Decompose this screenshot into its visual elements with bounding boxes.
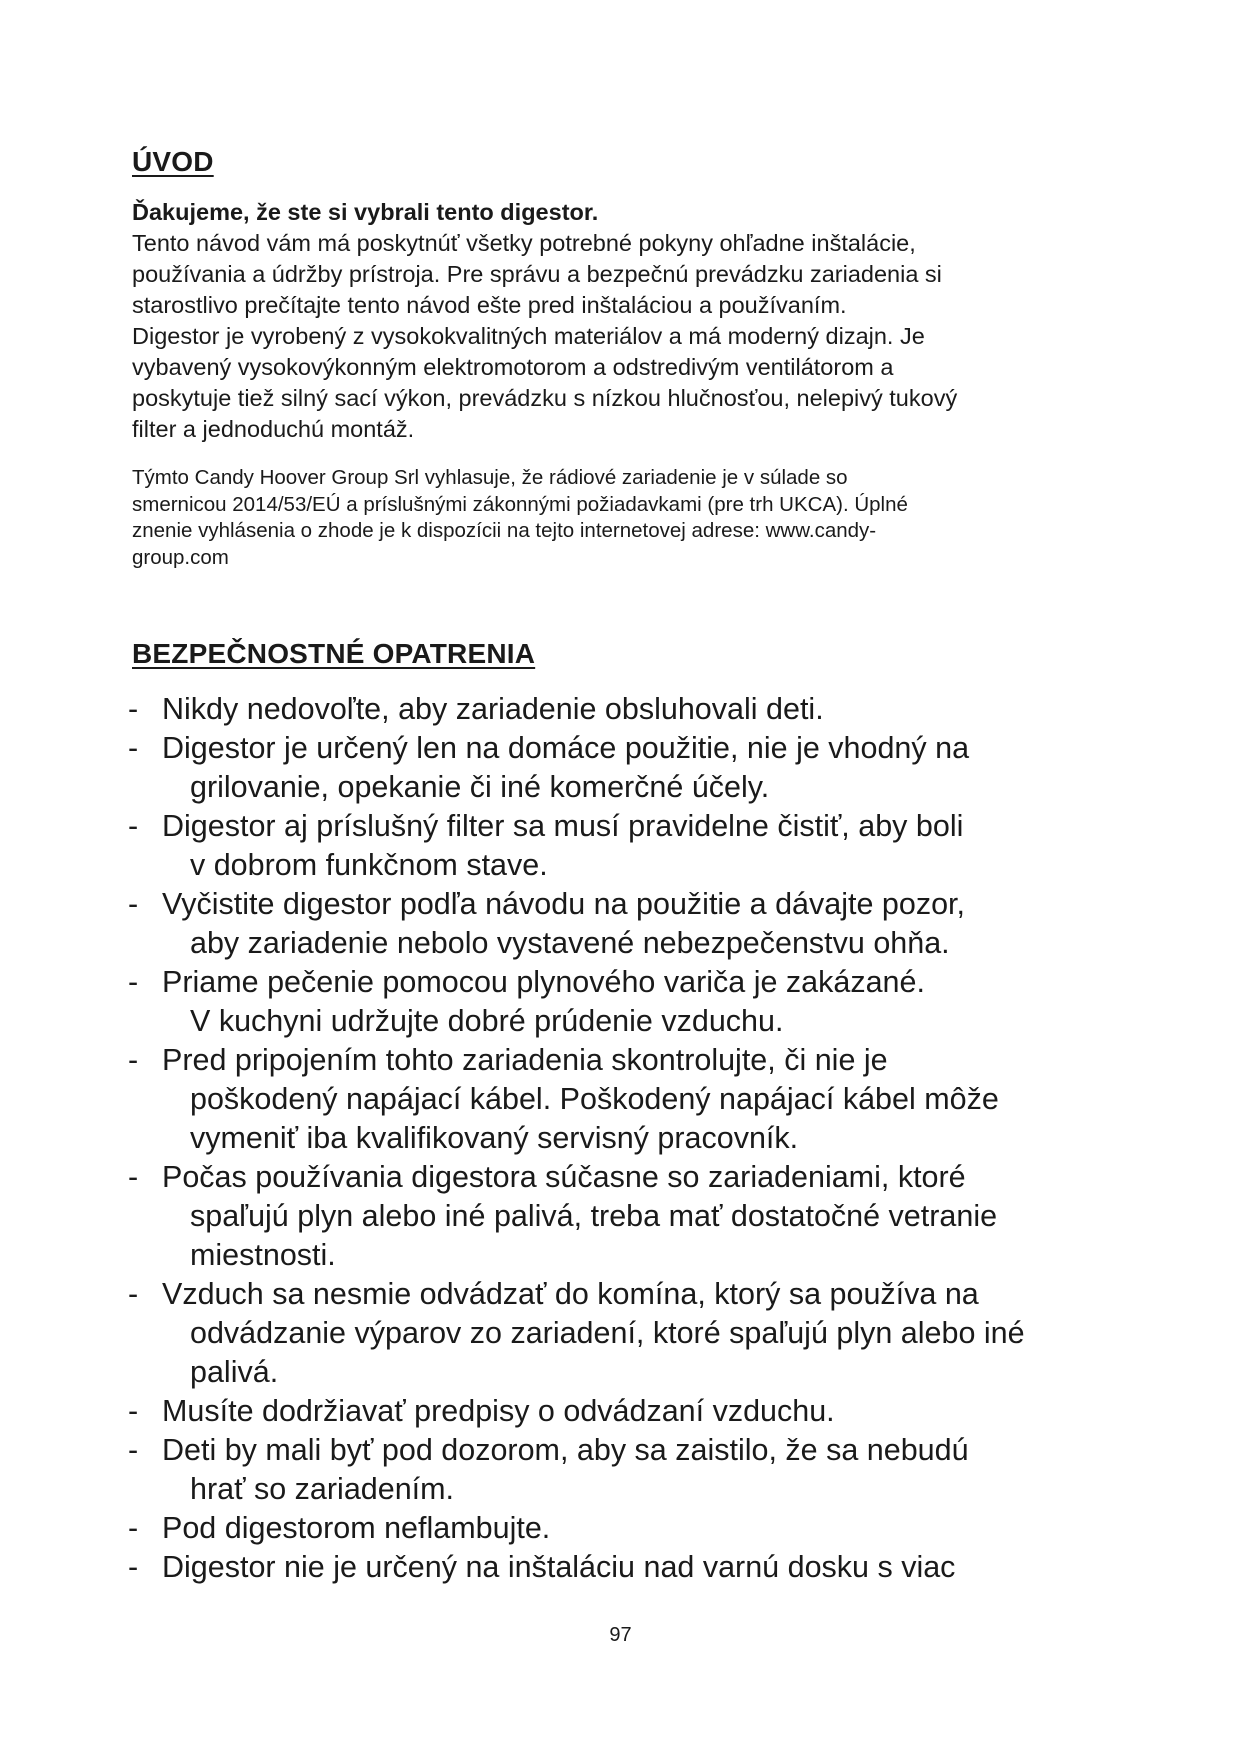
safety-item — [128, 807, 1128, 885]
safety-item-continuation: v dobrom funkčnom stave. — [190, 848, 548, 882]
safety-item-text: Vzduch sa nesmie odvádzať do komína, ktorý sa používa na — [162, 1277, 979, 1311]
thanks-line: Ďakujeme, že ste si vybrali tento digestor. — [132, 199, 599, 225]
safety-item-continuation: palivá. — [190, 1355, 279, 1389]
safety-item-text: Digestor je určený len na domáce použitie, nie je vhodný na — [162, 731, 970, 765]
intro-heading: ÚVOD — [132, 146, 214, 177]
safety-item-continuation: odvádzanie výparov zo zariadení, ktoré spaľujú plyn alebo iné — [190, 1316, 1025, 1350]
intro-section — [132, 197, 1122, 571]
list-dash: - — [128, 1160, 139, 1194]
declaration-line: smernicou 2014/53/EÚ a príslušnými zákonnými požiadavkami (pre trh UKCA). Úplné — [132, 492, 908, 516]
safety-item-continuation: vymeniť iba kvalifikovaný servisný pracovník. — [190, 1121, 799, 1155]
safety-item — [128, 1041, 1128, 1158]
intro-line: starostlivo prečítajte tento návod ešte pred inštaláciou a používaním. — [132, 292, 847, 318]
intro-line: Tento návod vám má poskytnúť všetky potrebné pokyny ohľadne inštalácie, — [132, 230, 916, 256]
safety-item-continuation: poškodený napájací kábel. Poškodený napájací kábel môže — [190, 1082, 999, 1116]
conformity-declaration — [132, 465, 1122, 571]
list-dash: - — [128, 731, 139, 765]
safety-item-text: Digestor aj príslušný filter sa musí pravidelne čistiť, aby boli — [162, 809, 964, 843]
intro-line: používania a údržby prístroja. Pre správu a bezpečnú prevádzku zariadenia si — [132, 261, 942, 287]
list-dash: - — [128, 692, 139, 726]
safety-item — [128, 729, 1128, 807]
safety-item-continuation: aby zariadenie nebolo vystavené nebezpečenstvu ohňa. — [190, 926, 950, 960]
safety-item-continuation: miestnosti. — [190, 1238, 336, 1272]
safety-item — [128, 1509, 1128, 1548]
safety-item-text: Priame pečenie pomocou plynového variča je zakázané. — [162, 965, 925, 999]
safety-item — [128, 1431, 1128, 1509]
safety-item — [128, 1275, 1128, 1392]
page-number: 97 — [609, 1624, 632, 1646]
intro-line: filter a jednoduchú montáž. — [132, 416, 415, 442]
safety-item-text: Pred pripojením tohto zariadenia skontrolujte, či nie je — [162, 1043, 888, 1077]
list-dash: - — [128, 887, 139, 921]
list-dash: - — [128, 1433, 139, 1467]
intro-line: Digestor je vyrobený z vysokokvalitných materiálov a má moderný dizajn. Je — [132, 323, 925, 349]
safety-item — [128, 963, 1128, 1041]
safety-list — [128, 690, 1128, 1587]
safety-item-text: Musíte dodržiavať predpisy o odvádzaní vzduchu. — [162, 1394, 835, 1428]
safety-item — [128, 1548, 1128, 1587]
list-dash: - — [128, 1277, 139, 1311]
safety-item — [128, 690, 1128, 729]
safety-item — [128, 1158, 1128, 1275]
safety-item-continuation: hrať so zariadením. — [190, 1472, 455, 1506]
declaration-line: znenie vyhlásenia o zhode je k dispozícii na tejto internetovej adrese: www.candy- — [132, 519, 877, 542]
declaration-line: group.com — [132, 545, 229, 569]
list-dash: - — [128, 1394, 139, 1428]
safety-item-text: Vyčistite digestor podľa návodu na použitie a dávajte pozor, — [162, 887, 965, 921]
list-dash: - — [128, 1550, 139, 1584]
safety-item — [128, 885, 1128, 963]
list-dash: - — [128, 1511, 139, 1545]
intro-paragraph — [132, 228, 1122, 445]
declaration-line: Týmto Candy Hoover Group Srl vyhlasuje, že rádiové zariadenie je v súlade so — [132, 466, 848, 489]
list-dash: - — [128, 809, 139, 843]
safety-item-text: Nikdy nedovoľte, aby zariadenie obsluhovali deti. — [162, 692, 824, 726]
safety-item-continuation: grilovanie, opekanie či iné komerčné účely. — [190, 770, 770, 804]
list-dash: - — [128, 1043, 139, 1077]
safety-item-continuation: V kuchyni udržujte dobré prúdenie vzduchu. — [190, 1004, 784, 1038]
safety-item-text: Digestor nie je určený na inštaláciu nad varnú dosku s viac — [162, 1550, 956, 1584]
list-dash: - — [128, 965, 139, 999]
intro-line: vybavený vysokovýkonným elektromotorom a odstredivým ventilátorom a — [132, 354, 894, 380]
safety-heading: BEZPEČNOSTNÉ OPATRENIA — [132, 638, 536, 669]
intro-line: poskytuje tiež silný sací výkon, prevádzku s nízkou hlučnosťou, nelepivý tukový — [132, 385, 958, 411]
safety-item-text: Pod digestorom neflambujte. — [162, 1511, 551, 1545]
safety-item — [128, 1392, 1128, 1431]
safety-item-text: Deti by mali byť pod dozorom, aby sa zaistilo, že sa nebudú — [162, 1433, 969, 1467]
safety-item-continuation: spaľujú plyn alebo iné palivá, treba mať dostatočné vetranie — [190, 1199, 998, 1233]
safety-item-text: Počas používania digestora súčasne so zariadeniami, ktoré — [162, 1160, 966, 1194]
